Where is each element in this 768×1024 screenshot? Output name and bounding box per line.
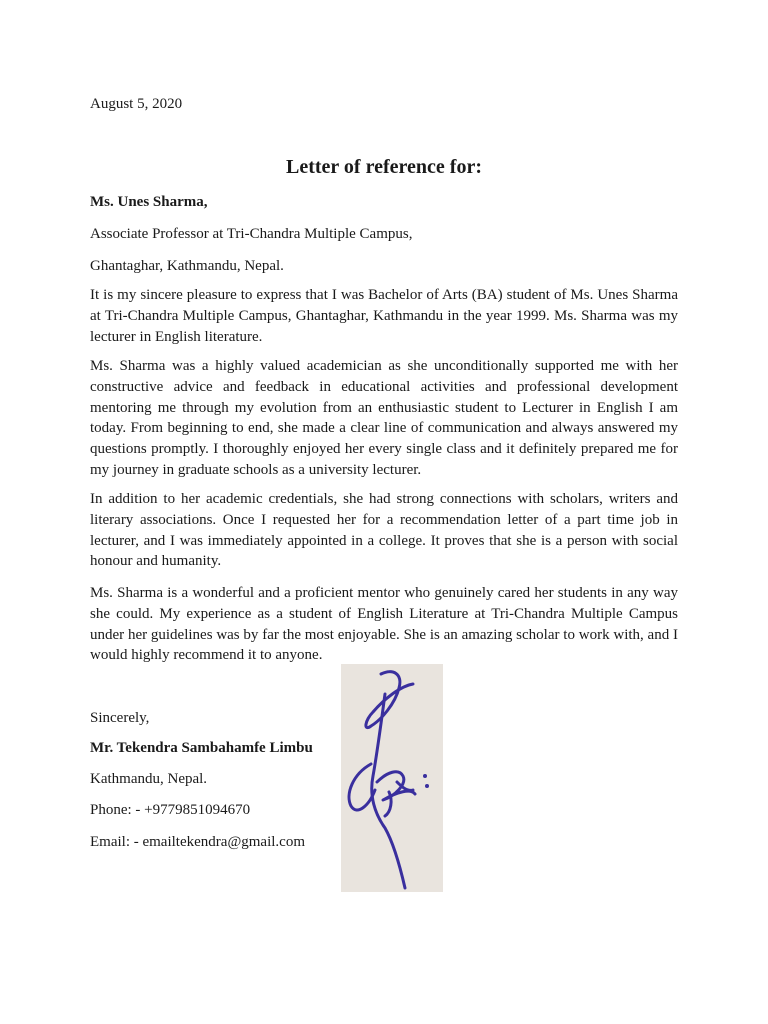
recipient-name: Ms. Unes Sharma, xyxy=(90,194,208,210)
signature-image xyxy=(341,664,443,892)
sender-email: Email: - emailtekendra@gmail.com xyxy=(90,834,305,850)
letter-title: Letter of reference for: xyxy=(286,156,482,178)
recipient-position: Associate Professor at Tri-Chandra Multiple Campus, xyxy=(90,226,413,242)
recipient-address: Ghantaghar, Kathmandu, Nepal. xyxy=(90,258,284,274)
body-paragraph-3: In addition to her academic credentials, she had strong connections with scholars, writers and literary associations. Once I requested her for a recommendation letter of a part time job in lecturer, and I was immediately appointed in a college. It proves that she is a person with social honour and humanity. xyxy=(90,491,678,570)
body-paragraph-1: It is my sincere pleasure to express that I was Bachelor of Arts (BA) student of Ms. Unes Sharma at Tri-Chandra Multiple Campus, Ghantaghar, Kathmandu in the year 1999. Ms. Sharma was my lecturer in English literature. xyxy=(90,287,678,345)
letter-date: August 5, 2020 xyxy=(90,96,183,112)
sender-address: Kathmandu, Nepal. xyxy=(90,771,208,787)
body-paragraph-4: Ms. Sharma is a wonderful and a proficient mentor who genuinely cared her students in any way she could. My experience as a student of English Literature at Tri-Chandra Multiple Campus under her guidelines was by far the most enjoyable. She is an amazing scholar to work with, and I would highly recommend it to anyone. xyxy=(90,585,678,664)
sender-name: Mr. Tekendra Sambahamfe Limbu xyxy=(90,740,313,756)
signature-icon xyxy=(341,664,443,892)
sender-phone: Phone: - +9779851094670 xyxy=(90,802,251,818)
closing-salutation: Sincerely, xyxy=(90,710,150,726)
body-paragraph-2: Ms. Sharma was a highly valued academician as she unconditionally supported me with her constructive advice and feedback in educational activities and professional development mentoring me through my evolution from an enthusiastic student to Lecturer in English I am today. From beginning to end, she made a clear line of communication and always answered my questions promptly. I thoroughly enjoyed her every single class and it definitely prepared me for my journey in graduate schools as a university lecturer. xyxy=(90,358,678,478)
